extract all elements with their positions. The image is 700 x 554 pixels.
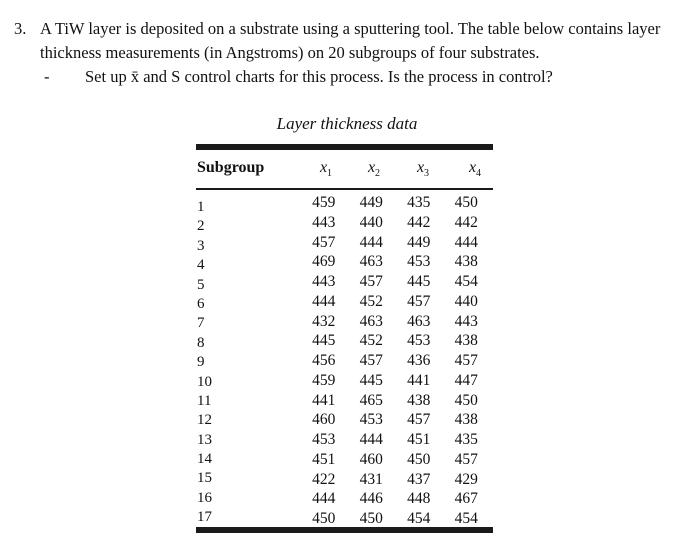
subgroup-number: 8 xyxy=(197,334,205,351)
measurement-cell: 443 xyxy=(312,213,336,231)
table-header-rule xyxy=(196,188,493,190)
measurement-cell: 444 xyxy=(359,233,383,251)
measurement-cell: 442 xyxy=(454,213,478,231)
subgroup-number: 5 xyxy=(197,276,205,293)
table-row xyxy=(300,351,490,371)
measurement-cell: 447 xyxy=(454,371,478,389)
header-x2 xyxy=(354,159,394,179)
subgroup-number: 9 xyxy=(197,354,205,371)
measurement-cell: 432 xyxy=(312,312,336,330)
measurement-cell: 431 xyxy=(359,470,383,488)
table-row xyxy=(300,391,490,411)
measurement-cell: 429 xyxy=(454,470,478,488)
measurement-cell: 437 xyxy=(407,470,431,488)
measurement-cell: 452 xyxy=(359,332,383,350)
header-x3 xyxy=(403,159,443,179)
measurement-cell: 450 xyxy=(454,391,478,409)
measurement-cell: 457 xyxy=(454,450,478,468)
table-caption-text: Layer thickness data xyxy=(276,114,418,133)
measurement-cell: 450 xyxy=(359,510,383,527)
table-row xyxy=(300,410,490,430)
measurement-cell: 438 xyxy=(454,332,478,350)
measurement-cell: 445 xyxy=(312,332,336,350)
table-caption xyxy=(0,114,700,134)
table-row xyxy=(300,470,490,490)
measurement-cell: 438 xyxy=(454,253,478,271)
header-x-symbol: x xyxy=(416,159,425,176)
measurement-cell: 453 xyxy=(407,332,431,350)
header-x3-subscript: 3 xyxy=(424,168,430,180)
table-top-rule xyxy=(196,144,493,150)
measurement-cell: 467 xyxy=(454,490,478,508)
measurement-cell: 446 xyxy=(359,490,383,508)
table-row xyxy=(300,509,490,529)
subgroup-number: 13 xyxy=(197,431,212,448)
measurement-cell: 444 xyxy=(359,431,383,448)
measurement-cell: 450 xyxy=(454,194,478,211)
measurement-cell: 438 xyxy=(407,391,431,409)
subgroup-number: 14 xyxy=(197,451,212,468)
measurement-cell: 457 xyxy=(407,292,431,310)
measurement-cell: 457 xyxy=(359,352,383,369)
measurement-cell: 441 xyxy=(407,371,431,389)
measurement-cell: 442 xyxy=(407,213,431,231)
measurement-cell: 457 xyxy=(312,233,336,251)
table-row xyxy=(300,489,490,509)
measurement-cell: 443 xyxy=(312,273,336,290)
subgroup-number: 4 xyxy=(197,257,205,274)
problem-statement: A TiW layer is deposited on a substrate using a sputtering tool. The table below contains layer thickness measurements (in Angstroms) on 20 subgroups of four substrates. xyxy=(40,19,661,62)
measurement-cell: 457 xyxy=(454,352,478,369)
measurement-cell: 463 xyxy=(359,312,383,330)
measurement-cell: 440 xyxy=(359,213,383,231)
measurement-cell: 445 xyxy=(407,273,431,290)
measurement-cell: 435 xyxy=(454,431,478,448)
task-text: Set up x̄ and S control charts for this process. Is the process in control? xyxy=(85,67,553,86)
table-row xyxy=(300,331,490,351)
measurement-cell: 444 xyxy=(454,233,478,251)
measurement-cell: 443 xyxy=(454,312,478,330)
subgroup-number: 1 xyxy=(197,199,205,215)
header-x4-subscript: 4 xyxy=(476,168,482,180)
subgroup-number: 7 xyxy=(197,315,205,332)
measurement-cell: 448 xyxy=(407,490,431,508)
measurement-cell: 453 xyxy=(312,431,336,448)
subgroup-number: 10 xyxy=(197,373,212,390)
measurement-cell: 456 xyxy=(312,352,336,369)
subgroup-number: 17 xyxy=(197,509,212,526)
measurement-cell: 422 xyxy=(312,470,336,488)
data-grid xyxy=(300,193,490,529)
measurement-cell: 451 xyxy=(407,431,431,448)
measurement-cell: 460 xyxy=(312,411,336,429)
measurement-cell: 463 xyxy=(359,253,383,271)
header-subgroup: Subgroup xyxy=(197,159,265,176)
header-x-symbol: x xyxy=(468,159,477,176)
measurement-cell: 454 xyxy=(454,273,478,290)
problem-number: 3. xyxy=(14,19,27,38)
measurement-cell: 450 xyxy=(312,510,336,527)
subgroup-column xyxy=(197,198,227,528)
measurement-cell: 440 xyxy=(454,292,478,310)
measurement-cell: 445 xyxy=(359,371,383,389)
measurement-cell: 449 xyxy=(359,194,383,211)
header-x1-subscript: 1 xyxy=(327,168,333,180)
table-row xyxy=(300,312,490,332)
measurement-cell: 436 xyxy=(407,352,431,369)
measurement-cell: 444 xyxy=(312,292,336,310)
measurement-cell: 454 xyxy=(454,510,478,527)
table-row xyxy=(300,450,490,470)
measurement-cell: 441 xyxy=(312,391,336,409)
measurement-cell: 450 xyxy=(407,450,431,468)
measurement-cell: 435 xyxy=(407,194,431,211)
measurement-cell: 449 xyxy=(407,233,431,251)
task-bullet xyxy=(40,65,694,89)
measurement-cell: 459 xyxy=(312,371,336,389)
table-row xyxy=(300,430,490,450)
measurement-cell: 457 xyxy=(407,411,431,429)
measurement-cell: 463 xyxy=(407,312,431,330)
measurement-cell: 460 xyxy=(359,450,383,468)
table-row xyxy=(300,292,490,312)
subgroup-number: 15 xyxy=(197,470,212,487)
bullet-dash: - xyxy=(44,67,50,86)
subgroup-number: 6 xyxy=(197,295,205,312)
table-bottom-rule xyxy=(196,527,493,533)
header-x-symbol: x xyxy=(367,159,376,176)
subgroup-number: 11 xyxy=(197,392,212,409)
table-row xyxy=(300,193,490,213)
subgroup-number: 12 xyxy=(197,412,212,429)
subgroup-number: 2 xyxy=(197,218,205,235)
table-row xyxy=(300,252,490,272)
measurement-cell: 438 xyxy=(454,411,478,429)
measurement-cell: 453 xyxy=(407,253,431,271)
measurement-cell: 454 xyxy=(407,510,431,527)
measurement-cell: 452 xyxy=(359,292,383,310)
header-x4 xyxy=(455,159,495,179)
measurement-cell: 465 xyxy=(359,391,383,409)
subgroup-number: 16 xyxy=(197,489,212,506)
subgroup-number: 3 xyxy=(197,237,205,254)
header-x2-subscript: 2 xyxy=(375,168,381,180)
measurement-cell: 444 xyxy=(312,490,336,508)
measurement-cell: 457 xyxy=(359,273,383,290)
table-row xyxy=(300,371,490,391)
measurement-cell: 469 xyxy=(312,253,336,271)
measurement-cell: 453 xyxy=(359,411,383,429)
table-row xyxy=(300,233,490,253)
measurement-cell: 451 xyxy=(312,450,336,468)
header-x1 xyxy=(306,159,346,179)
measurement-cell: 459 xyxy=(312,194,336,211)
header-x-symbol: x xyxy=(319,159,328,176)
table-row xyxy=(300,213,490,233)
problem-block xyxy=(14,17,694,89)
table-row xyxy=(300,272,490,292)
